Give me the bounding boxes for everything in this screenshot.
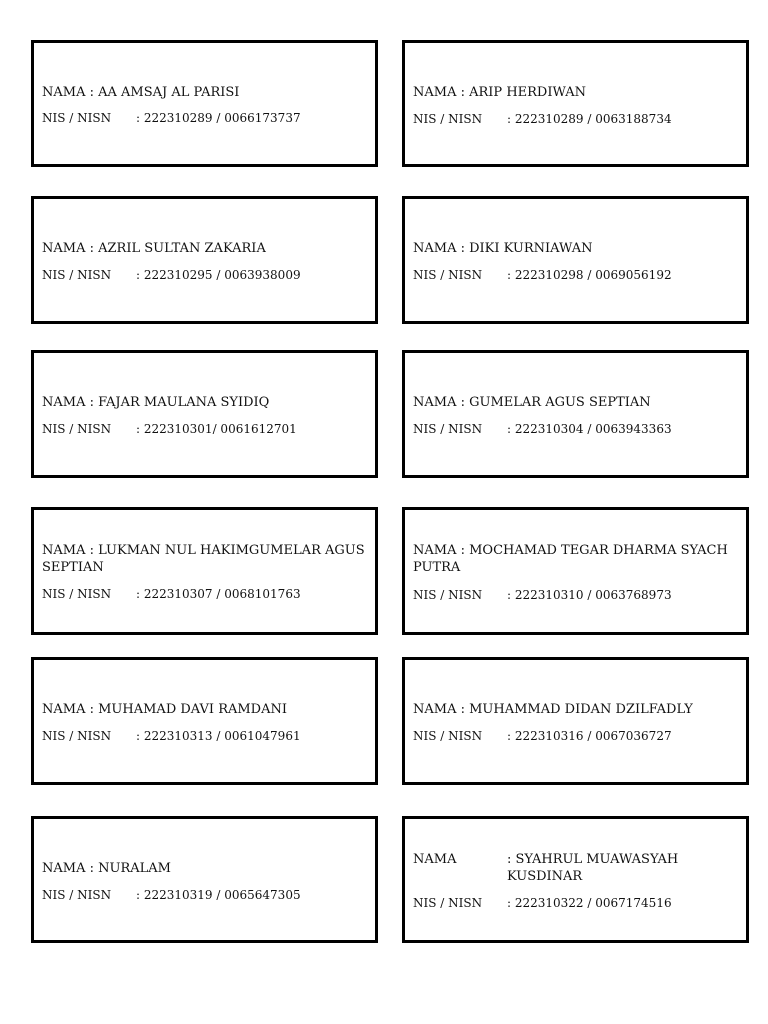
nis-label: NIS / NISN	[413, 112, 483, 126]
nis-value: : 222310307 / 0068101763	[136, 587, 301, 601]
nis-label: NIS / NISN	[42, 268, 112, 282]
name-prefix: NAMA :	[42, 543, 94, 558]
nis-label: NIS / NISN	[42, 729, 112, 743]
student-label-card	[31, 657, 378, 785]
nis-value: : 222310316 / 0067036727	[507, 729, 672, 743]
name-prefix: NAMA :	[42, 861, 94, 876]
nis-value: : 222310295 / 0063938009	[136, 268, 301, 282]
nis-value: : 222310322 / 0067174516	[507, 896, 672, 910]
student-name: MOCHAMAD TEGAR DHARMA SYACH PUTRA	[413, 543, 728, 575]
student-nis-line	[42, 110, 367, 126]
student-nis-line	[413, 267, 738, 283]
student-name: NURALAM	[98, 861, 171, 876]
nis-value: : 222310310 / 0063768973	[507, 588, 672, 602]
student-nis-line	[413, 728, 738, 744]
student-label-card	[402, 196, 749, 324]
student-label-card	[402, 816, 749, 943]
name-prefix: NAMA :	[413, 85, 465, 100]
nis-label: NIS / NISN	[413, 268, 483, 282]
student-nis-line	[42, 728, 367, 744]
student-name: MUHAMAD DAVI RAMDANI	[98, 702, 287, 717]
student-nis-line	[413, 895, 738, 911]
student-name-line	[42, 240, 367, 257]
name-prefix: NAMA :	[413, 702, 465, 717]
student-name-line	[413, 240, 738, 257]
student-name: DIKI KURNIAWAN	[469, 241, 593, 256]
nis-value: : 222310289 / 0066173737	[136, 111, 301, 125]
student-name: AZRIL SULTAN ZAKARIA	[98, 241, 266, 256]
student-name-line	[42, 701, 367, 718]
student-nis-line	[42, 267, 367, 283]
student-label-card	[402, 40, 749, 167]
student-name: FAJAR MAULANA SYIDIQ	[98, 395, 270, 410]
student-nis-line	[42, 887, 367, 903]
student-name-line	[413, 542, 738, 576]
student-name: AA AMSAJ AL PARISI	[98, 85, 240, 100]
nis-label: NIS / NISN	[413, 896, 483, 910]
nis-label: NIS / NISN	[42, 587, 112, 601]
nis-value: : 222310298 / 0069056192	[507, 268, 672, 282]
student-nis-line	[413, 587, 738, 603]
nis-value: : 222310313 / 0061047961	[136, 729, 301, 743]
student-nis-line	[413, 421, 738, 437]
name-prefix: NAMA :	[413, 241, 465, 256]
nis-label: NIS / NISN	[413, 422, 483, 436]
nis-value: : 222310289 / 0063188734	[507, 112, 672, 126]
student-label-card	[31, 40, 378, 167]
student-nis-line	[413, 111, 738, 127]
nis-label: NIS / NISN	[42, 111, 112, 125]
nis-value: : 222310304 / 0063943363	[507, 422, 672, 436]
nis-label: NIS / NISN	[42, 888, 112, 902]
student-nis-line	[42, 586, 367, 602]
student-name: GUMELAR AGUS SEPTIAN	[469, 395, 651, 410]
nis-label: NIS / NISN	[413, 729, 483, 743]
student-name: LUKMAN NUL HAKIMGUMELAR AGUS SEPTIAN	[42, 543, 365, 575]
student-label-card	[31, 196, 378, 324]
nis-value: : 222310301/ 0061612701	[136, 422, 297, 436]
name-prefix: NAMA :	[42, 395, 94, 410]
student-name-line	[42, 860, 367, 877]
name-prefix: NAMA :	[413, 543, 465, 558]
nis-label: NIS / NISN	[42, 422, 112, 436]
student-name-line	[413, 701, 738, 718]
student-label-card	[31, 350, 378, 478]
student-name-line	[42, 542, 367, 576]
student-label-card	[31, 507, 378, 635]
student-name: : SYAHRUL MUAWASYAH KUSDINAR	[507, 852, 679, 884]
name-prefix: NAMA :	[42, 702, 94, 717]
student-name-line	[413, 394, 738, 411]
nis-label: NIS / NISN	[413, 588, 483, 602]
student-nis-line	[42, 421, 367, 437]
student-label-card	[402, 657, 749, 785]
name-prefix: NAMA :	[42, 241, 94, 256]
student-name-line	[42, 84, 367, 101]
student-label-card	[402, 350, 749, 478]
student-label-card	[31, 816, 378, 943]
student-name-line	[413, 851, 738, 885]
name-prefix: NAMA	[413, 852, 457, 867]
nis-value: : 222310319 / 0065647305	[136, 888, 301, 902]
student-name: MUHAMMAD DIDAN DZILFADLY	[469, 702, 693, 717]
name-prefix: NAMA :	[413, 395, 465, 410]
student-name: ARIP HERDIWAN	[469, 85, 586, 100]
student-name-line	[413, 84, 738, 101]
name-prefix: NAMA :	[42, 85, 94, 100]
student-name-line	[42, 394, 367, 411]
student-label-card	[402, 507, 749, 635]
